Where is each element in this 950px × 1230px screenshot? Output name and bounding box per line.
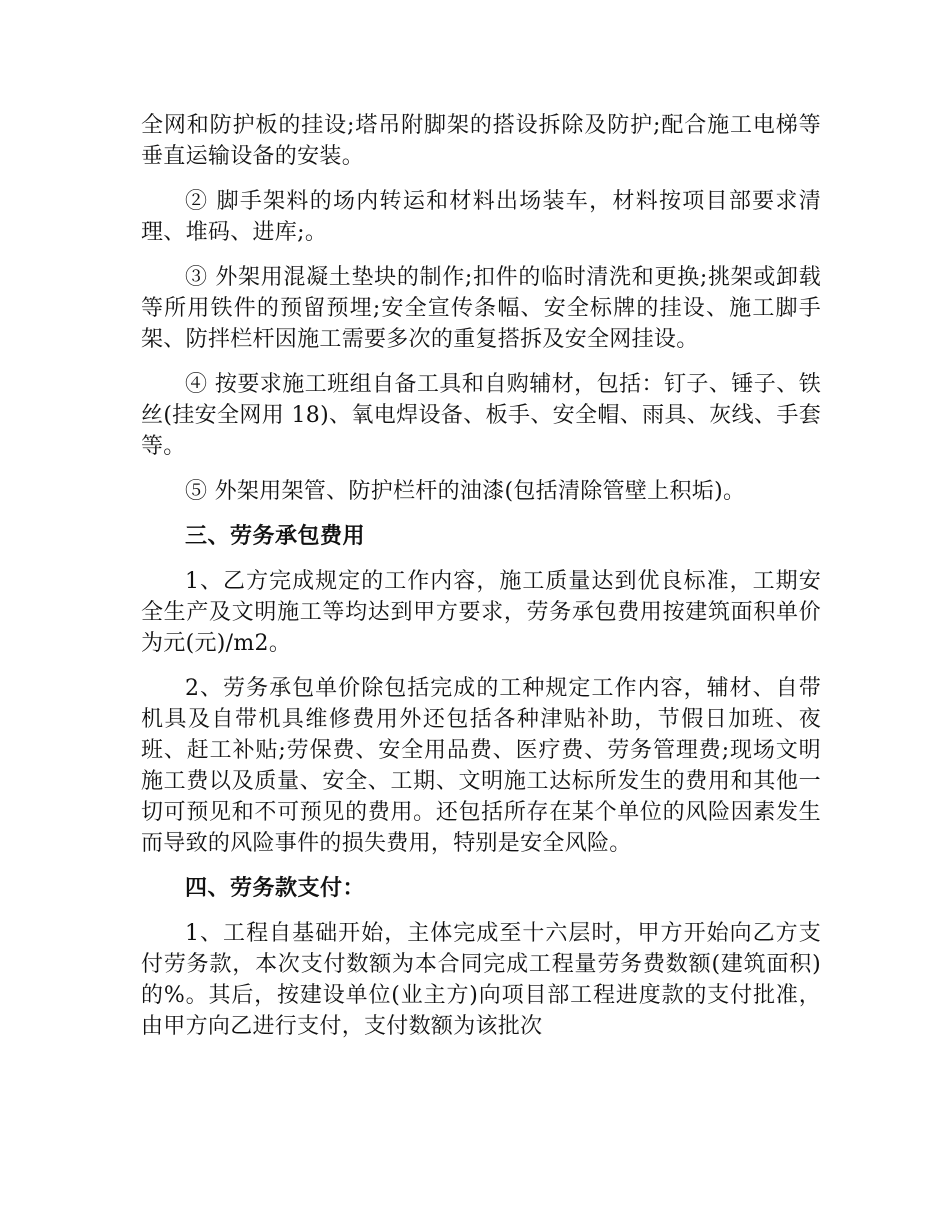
paragraph-payment-1: 1、工程自基础开始，主体完成至十六层时，甲方开始向乙方支付劳务款，本次支付数额为本合同完成工程量劳务费数额(建筑面积)的%。其后，按建设单位(业主方)向项目部工程进度款的支付批准，由甲方向乙进行支付，支付数额为该批次: [141, 921, 821, 1039]
paragraph-item-4: ④ 按要求施工班组自备工具和自购辅材，包括：钉子、锤子、铁丝(挂安全网用 18)、氧电焊设备、板手、安全帽、雨具、灰线、手套等。: [141, 372, 821, 459]
paragraph-fee-1: 1、乙方完成规定的工作内容，施工质量达到优良标准，工期安全生产及文明施工等均达到甲方要求，劳务承包费用按建筑面积单价为元(元)/m2。: [141, 569, 821, 656]
section-heading-labor-fees: 三、劳务承包费用: [185, 523, 366, 549]
paragraph-item-5: ⑤ 外架用架管、防护栏杆的油漆(包括清除管壁上积垢)。: [185, 479, 746, 504]
paragraph-item-3: ③ 外架用混凝土垫块的制作;扣件的临时清洗和更换;挑架或卸载等所用铁件的预留预埋;安全宣传条幅、安全标牌的挂设、施工脚手架、防拌栏杆因施工需要多次的重复搭拆及安全网挂设。: [141, 265, 821, 352]
paragraph-fee-2: 2、劳务承包单价除包括完成的工种规定工作内容，辅材、自带机具及自带机具维修费用外还包括各种津贴补助，节假日加班、夜班、赶工补贴;劳保费、安全用品费、医疗费、劳务管理费;现场文明施工费以及质量、安全、工期、文明施工达标所发生的费用和其他一切可预见和不可预见的费用。还包括所存在某个单位的风险因素发生而导致的风险事件的损失费用，特别是安全风险。: [141, 676, 821, 856]
document-page: [141, 110, 821, 1056]
paragraph-item-2: ② 脚手架料的场内转运和材料出场装车，材料按项目部要求清理、堆码、进库;。: [141, 189, 821, 245]
paragraph-continued: 全网和防护板的挂设;塔吊附脚架的搭设拆除及防护;配合施工电梯等垂直运输设备的安装。: [141, 113, 821, 169]
section-heading-payment: 四、劳务款支付：: [185, 875, 366, 901]
